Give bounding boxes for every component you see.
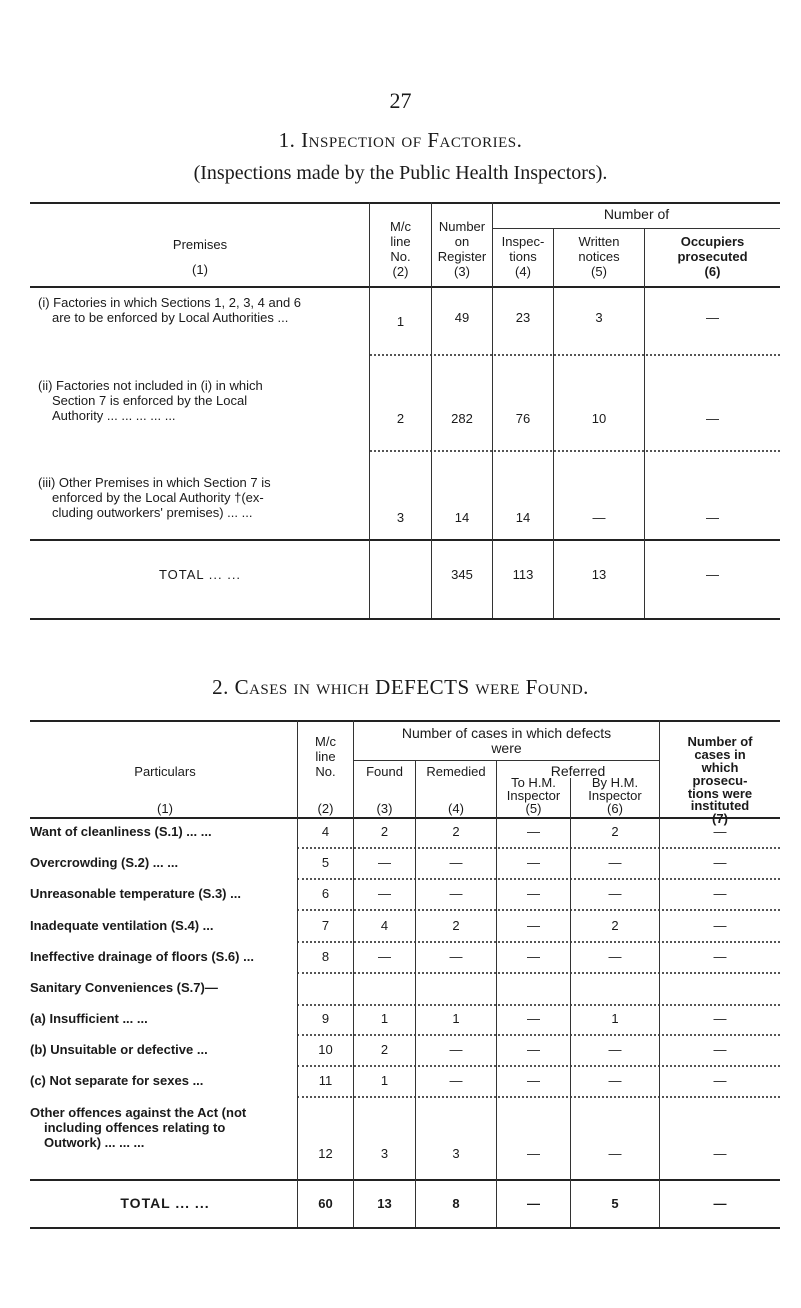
- header-register: Number: [438, 219, 486, 234]
- total2-found: 13: [377, 1196, 392, 1211]
- total2-to-hm: —: [527, 1196, 540, 1211]
- row1-inspections: 23: [515, 310, 531, 325]
- header-written-2: notices: [578, 249, 620, 264]
- section2-heading-c: were Found.: [475, 675, 589, 699]
- header-number-of: Number of: [603, 206, 670, 222]
- total2-by-hm: 5: [611, 1196, 619, 1211]
- row3-notices: —: [592, 510, 606, 525]
- defect-row7-by-hm: —: [608, 1042, 622, 1057]
- defect-row4-mc: 7: [321, 918, 330, 933]
- defect-row8-found: 1: [380, 1073, 389, 1088]
- row3-label-c: cluding outworkers' premises) ... ...: [52, 505, 253, 520]
- total1-inspections: 113: [512, 567, 534, 582]
- defect-row5-remedied: —: [449, 949, 463, 964]
- header-inspections-col: (4): [515, 264, 531, 279]
- defect-row8-remedied: —: [449, 1073, 463, 1088]
- total2-mc: 60: [318, 1196, 333, 1211]
- row3-inspections: 14: [515, 510, 531, 525]
- row2-label-b: Section 7 is enforced by the Local: [52, 393, 248, 408]
- defect-row1-mc: 4: [321, 824, 330, 839]
- defect-row1-remedied: 2: [452, 824, 460, 839]
- header2-mc-2: line: [315, 749, 336, 764]
- section2-heading-a: Cases in which: [234, 675, 370, 699]
- header-prosecutions-3: which: [701, 760, 739, 775]
- defect-row1-by-hm: 2: [611, 824, 619, 839]
- total2-remedied: 8: [452, 1196, 460, 1211]
- defect-row6-pros: —: [713, 1011, 727, 1026]
- defect-row6-found: 1: [380, 1011, 389, 1026]
- row1-label-b: are to be enforced by Local Authorities ...: [52, 310, 289, 325]
- defect-row2-found: —: [378, 855, 391, 870]
- header-prosecutions-6: instituted: [690, 798, 750, 813]
- row2-mc: 2: [396, 411, 405, 426]
- header-referred: Referred: [550, 763, 606, 779]
- defect-row1-label: Want of cleanliness (S.1) ... ...: [30, 824, 212, 839]
- header-by-hm-2: Inspector: [588, 788, 642, 803]
- row1-notices: 3: [595, 310, 603, 325]
- section1-subtitle: (Inspections made by the Public Health Inspectors).: [193, 162, 608, 184]
- header-inspections: Inspec-: [501, 234, 545, 249]
- defect-row8-to-hm: —: [527, 1073, 540, 1088]
- defect-row4-to-hm: —: [527, 918, 540, 933]
- header2-mc-3: No.: [315, 764, 336, 779]
- header-by-hm-col: (6): [607, 801, 623, 816]
- defect-row3-found: —: [378, 886, 391, 901]
- defect-row2-by-hm: —: [608, 855, 622, 870]
- defect-row7-remedied: —: [449, 1042, 463, 1057]
- defect-row3-remedied: —: [449, 886, 463, 901]
- header-written: Written: [578, 234, 620, 249]
- header-prosecutions-4: prosecu-: [692, 773, 748, 788]
- header-found-col: (3): [376, 801, 393, 816]
- defect-row8-label: (c) Not separate for sexes ...: [30, 1073, 204, 1088]
- header-remedied: Remedied: [426, 764, 486, 779]
- header2-mc: M/c: [315, 734, 336, 749]
- defect-row7-to-hm: —: [527, 1042, 540, 1057]
- header-mc-3: No.: [390, 249, 411, 264]
- header-register-3: Register: [437, 249, 487, 264]
- row3-mc: 3: [396, 510, 405, 525]
- header-remedied-col: (4): [448, 801, 464, 816]
- defect-row9-to-hm: —: [527, 1146, 540, 1161]
- total1-register: 345: [451, 567, 473, 582]
- row3-prosecuted: —: [706, 510, 719, 525]
- header-particulars: Particulars: [134, 764, 196, 779]
- header-mc-2: line: [390, 234, 411, 249]
- header-particulars-col: (1): [157, 801, 173, 816]
- defect-row2-remedied: —: [449, 855, 463, 870]
- header-found: Found: [366, 764, 403, 779]
- row2-register: 282: [451, 411, 473, 426]
- sanitary-label: Sanitary Conveniences (S.7)—: [30, 980, 218, 995]
- header-mc: M/c: [390, 219, 411, 234]
- total1-notices: 13: [591, 567, 607, 582]
- defect-row4-found: 4: [380, 918, 389, 933]
- defect-row6-mc: 9: [321, 1011, 330, 1026]
- defect-row3-by-hm: —: [608, 886, 622, 901]
- row1-register: 49: [454, 310, 470, 325]
- header-to-hm-2: Inspector: [506, 788, 561, 803]
- defect-row2-mc: 5: [321, 855, 330, 870]
- defect-row1-to-hm: —: [527, 824, 540, 839]
- defect-row3-pros: —: [713, 886, 727, 901]
- header-occupiers-2: prosecuted: [677, 249, 748, 264]
- defect-row8-pros: —: [713, 1073, 727, 1088]
- defect-row4-remedied: 2: [452, 918, 460, 933]
- header2-mc-col: (2): [317, 801, 334, 816]
- defect-row5-found: —: [378, 949, 391, 964]
- header-to-hm: To H.M.: [511, 775, 556, 790]
- row2-label-c: Authority ... ... ... ... ...: [52, 408, 176, 423]
- defect-row2-to-hm: —: [527, 855, 540, 870]
- header-prosecutions-2: cases in: [694, 747, 746, 762]
- row3-label-b: enforced by the Local Authority †(ex-: [52, 490, 264, 505]
- row3-register: 14: [454, 510, 470, 525]
- header-number-cases: Number of cases in which defects: [401, 725, 612, 741]
- header-number-cases-2: were: [491, 740, 522, 756]
- defect-row5-to-hm: —: [527, 949, 540, 964]
- row2-label-a: (ii) Factories not included in (i) in which: [38, 378, 263, 393]
- total1-prosecuted: —: [706, 567, 719, 582]
- defect-row6-by-hm: 1: [611, 1011, 619, 1026]
- defect-row9-pros: —: [713, 1146, 727, 1161]
- defect-row1-pros: —: [713, 824, 727, 839]
- row2-prosecuted: —: [706, 411, 719, 426]
- defect-row5-mc: 8: [321, 949, 330, 964]
- defect-row7-pros: —: [713, 1042, 727, 1057]
- header-written-col: (5): [591, 264, 607, 279]
- total1-label: TOTAL ... ...: [158, 567, 242, 582]
- row2-inspections: 76: [515, 411, 531, 426]
- header-prosecutions-col: (7): [712, 811, 728, 826]
- row3-label-a: (iii) Other Premises in which Section 7 is: [38, 475, 271, 490]
- section2-title: [0, 675, 801, 700]
- row2-notices: 10: [591, 411, 607, 426]
- defect-row9-mc: 12: [318, 1146, 333, 1161]
- total2-pros: —: [713, 1196, 727, 1211]
- row1-prosecuted: —: [706, 310, 719, 325]
- defect-row7-found: 2: [380, 1042, 389, 1057]
- defect-row6-label: (a) Insufficient ... ...: [30, 1011, 148, 1026]
- defect-row6-remedied: 1: [452, 1011, 460, 1026]
- defect-row5-label: Ineffective drainage of floors (S.6) ...: [30, 949, 254, 964]
- section2-heading-b: DEFECTS: [375, 675, 470, 699]
- header-prosecutions: Number of: [687, 734, 753, 749]
- page-number: 27: [389, 88, 412, 113]
- defect-row6-to-hm: —: [527, 1011, 540, 1026]
- defect-row9-remedied: 3: [452, 1146, 460, 1161]
- header-premises-col: (1): [192, 262, 208, 277]
- defect-row2-pros: —: [713, 855, 727, 870]
- header-occupiers: Occupiers: [680, 234, 745, 249]
- defect-row2-label: Overcrowding (S.2) ... ...: [30, 855, 179, 870]
- total2-label: TOTAL ... ...: [120, 1195, 210, 1211]
- header-occupiers-col: (6): [704, 264, 721, 279]
- defect-row9-label-b: including offences relating to: [44, 1120, 226, 1135]
- defect-row5-by-hm: —: [608, 949, 622, 964]
- section1-title: [0, 128, 801, 153]
- defect-row1-found: 2: [380, 824, 389, 839]
- section2-number: 2.: [212, 675, 229, 699]
- defect-row4-label: Inadequate ventilation (S.4) ...: [30, 918, 214, 933]
- defect-row8-by-hm: —: [608, 1073, 622, 1088]
- defect-row9-by-hm: —: [608, 1146, 622, 1161]
- defect-row3-to-hm: —: [527, 886, 540, 901]
- row1-label-a: (i) Factories in which Sections 1, 2, 3, 4 and 6: [38, 295, 302, 310]
- defect-row4-by-hm: 2: [611, 918, 619, 933]
- defect-row3-mc: 6: [321, 886, 330, 901]
- section1-heading: Inspection of Factories.: [301, 128, 523, 152]
- defect-row3-label: Unreasonable temperature (S.3) ...: [30, 886, 241, 901]
- header-premises: Premises: [172, 237, 228, 252]
- section1-number: 1.: [278, 128, 296, 152]
- header-to-hm-col-num: (5): [525, 801, 542, 816]
- header-inspections-2: tions: [509, 249, 537, 264]
- header-by-hm: By H.M.: [591, 775, 639, 790]
- header-register-2: on: [454, 234, 470, 249]
- defect-row4-pros: —: [713, 918, 727, 933]
- defect-row9-label-a: Other offences against the Act (not: [30, 1105, 247, 1120]
- defect-row9-label-c: Outwork) ... ... ...: [44, 1135, 145, 1150]
- defect-row8-mc: 11: [318, 1073, 333, 1088]
- header-prosecutions-5: tions were: [687, 786, 753, 801]
- defect-row7-mc: 10: [318, 1042, 333, 1057]
- header-register-col: (3): [454, 264, 470, 279]
- header-mc-col: (2): [392, 264, 409, 279]
- defect-row5-pros: —: [713, 949, 727, 964]
- defect-row7-label: (b) Unsuitable or defective ...: [30, 1042, 208, 1057]
- defect-row9-found: 3: [380, 1146, 389, 1161]
- row1-mc: 1: [396, 314, 405, 329]
